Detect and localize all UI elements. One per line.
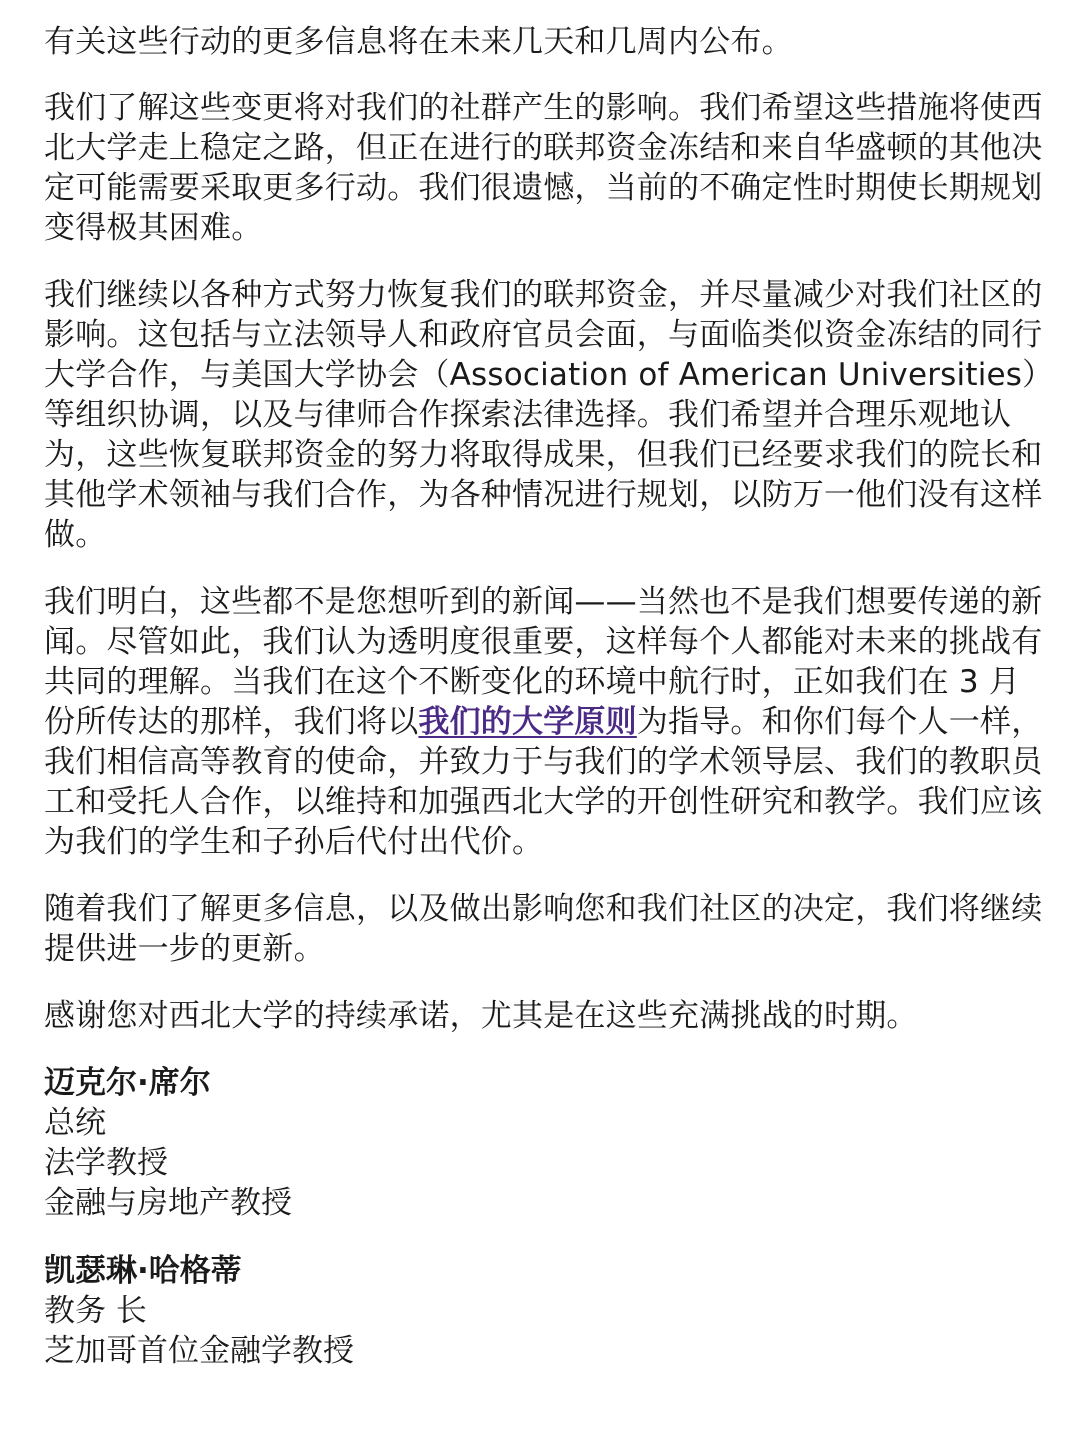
signatory-title: 教务 长: [44, 1293, 147, 1329]
letter-body: [44, 22, 1044, 1399]
university-principles-link[interactable]: 我们的大学原则: [418, 704, 637, 740]
paragraph-4-text-after-link: 为指导。和你们每个人一样，我们相信高等教育的使命，并致力于与我们的学术领导层、我们的教职员工和受托人合作，以维持和加强西北大学的开创性研究和教学。我们应该为我们的学生和子孙后代付出代价。: [44, 704, 1043, 860]
paragraph-6: 感谢您对西北大学的持续承诺，尤其是在这些充满挑战的时期。: [44, 998, 918, 1034]
signatory-name: 凯瑟琳·哈格蒂: [44, 1253, 242, 1289]
signatory-title: 总统: [44, 1105, 106, 1141]
paragraph-4-text-before-link: 我们明白，这些都不是您想听到的新闻——当然也不是我们想要传递的新闻。尽管如此，我们认为透明度很重要，这样每个人都能对未来的挑战有共同的理解。当我们在这个不断变化的环境中航行时，正如我们在 3 月份所传达的那样，我们将以: [44, 584, 1043, 740]
signature-block-1: [44, 1063, 1044, 1223]
signature-block-2: [44, 1251, 1044, 1371]
paragraph-3: 我们继续以各种方式努力恢复我们的联邦资金，并尽量减少对我们社区的影响。这包括与立法领导人和政府官员会面，与面临类似资金冻结的同行大学合作，与美国大学协会（Association of American Universities）等组织协调，以及与律师合作探索法律选择。我们希望并合理乐观地认为，这些恢复联邦资金的努力将取得成果，但我们已经要求我们的院长和其他学术领袖与我们合作，为各种情况进行规划，以防万一他们没有这样做。: [44, 277, 1043, 553]
paragraph-2: 我们了解这些变更将对我们的社群产生的影响。我们希望这些措施将使西北大学走上稳定之路，但正在进行的联邦资金冻结和来自华盛顿的其他决定可能需要采取更多行动。我们很遗憾，当前的不确定性时期使长期规划变得极其困难。: [44, 90, 1043, 246]
signatory-title: 金融与房地产教授: [44, 1185, 292, 1221]
signatory-name: 迈克尔·席尔: [44, 1065, 211, 1101]
paragraph-5: 随着我们了解更多信息，以及做出影响您和我们社区的决定，我们将继续提供进一步的更新。: [44, 891, 1043, 967]
paragraph-4: [44, 582, 1044, 862]
paragraph-1: 有关这些行动的更多信息将在未来几天和几周内公布。: [44, 24, 793, 60]
signatory-title: 法学教授: [44, 1145, 168, 1181]
signatory-title: 芝加哥首位金融学教授: [44, 1333, 354, 1369]
